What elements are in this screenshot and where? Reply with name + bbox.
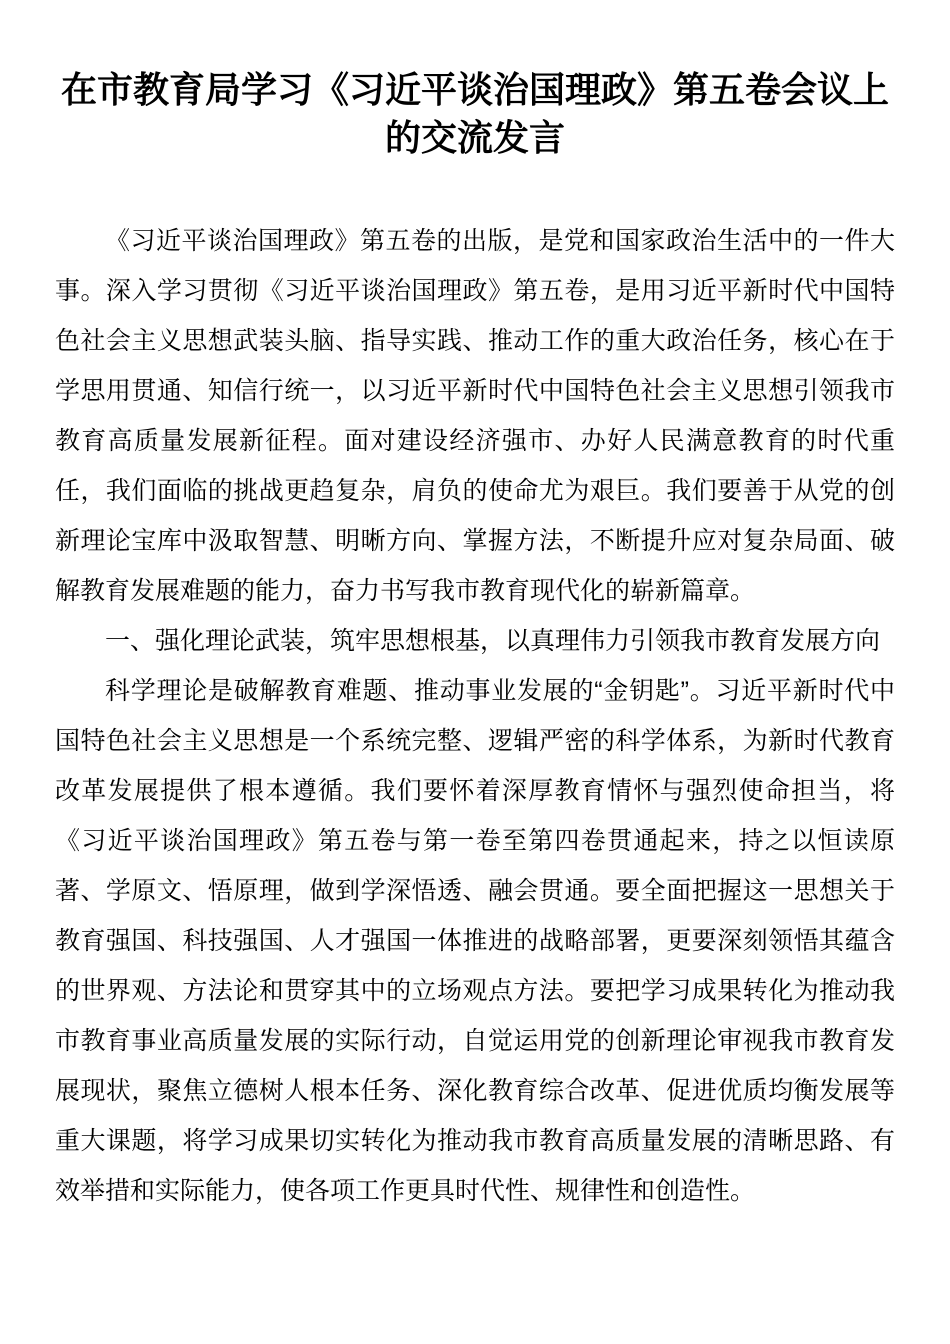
section-heading-1: 一、强化理论武装，筑牢思想根基，以真理伟力引领我市教育发展方向 — [105, 627, 881, 655]
paragraph-intro: 《习近平谈治国理政》第五卷的出版，是党和国家政治生活中的一件大事。深入学习贯彻《习近平谈治国理政》第五卷，是用习近平新时代中国特色社会主义思想武装头脑、指导实践、推动工作的重大政治任务，核心在于学思用贯通、知信行统一，以习近平新时代中国特色社会主义思想引领我市教育高质量发展新征程。面对建设经济强市、办好人民满意教育的时代重任，我们面临的挑战更趋复杂，肩负的使命尤为艰巨。我们要善于从党的创新理论宝库中汲取智慧、明晰方向、掌握方法，不断提升应对复杂局面、破解教育发展难题的能力，奋力书写我市教育现代化的崭新篇章。 — [55, 227, 895, 605]
paragraph-section-1: 科学理论是破解教育难题、推动事业发展的“金钥匙”。习近平新时代中国特色社会主义思想是一个系统完整、逻辑严密的科学体系，为新时代教育改革发展提供了根本遵循。我们要怀着深厚教育情怀与强烈使命担当，将《习近平谈治国理政》第五卷与第一卷至第四卷贯通起来，持之以恒读原著、学原文、悟原理，做到学深悟透、融会贯通。要全面把握这一思想关于教育强国、科技强国、人才强国一体推进的战略部署，更要深刻领悟其蕴含的世界观、方法论和贯穿其中的立场观点方法。要把学习成果转化为推动我市教育事业高质量发展的实际行动，自觉运用党的创新理论审视我市教育发展现状，聚焦立德树人根本任务、深化教育综合改革、促进优质均衡发展等重大课题，将学习成果切实转化为推动我市教育高质量发展的清晰思路、有效举措和实际能力，使各项工作更具时代性、规律性和创造性。 — [55, 677, 895, 1205]
document-title: 在市教育局学习《习近平谈治国理政》第五卷会议上的交流发言 — [60, 69, 889, 158]
document-body — [55, 216, 895, 1216]
